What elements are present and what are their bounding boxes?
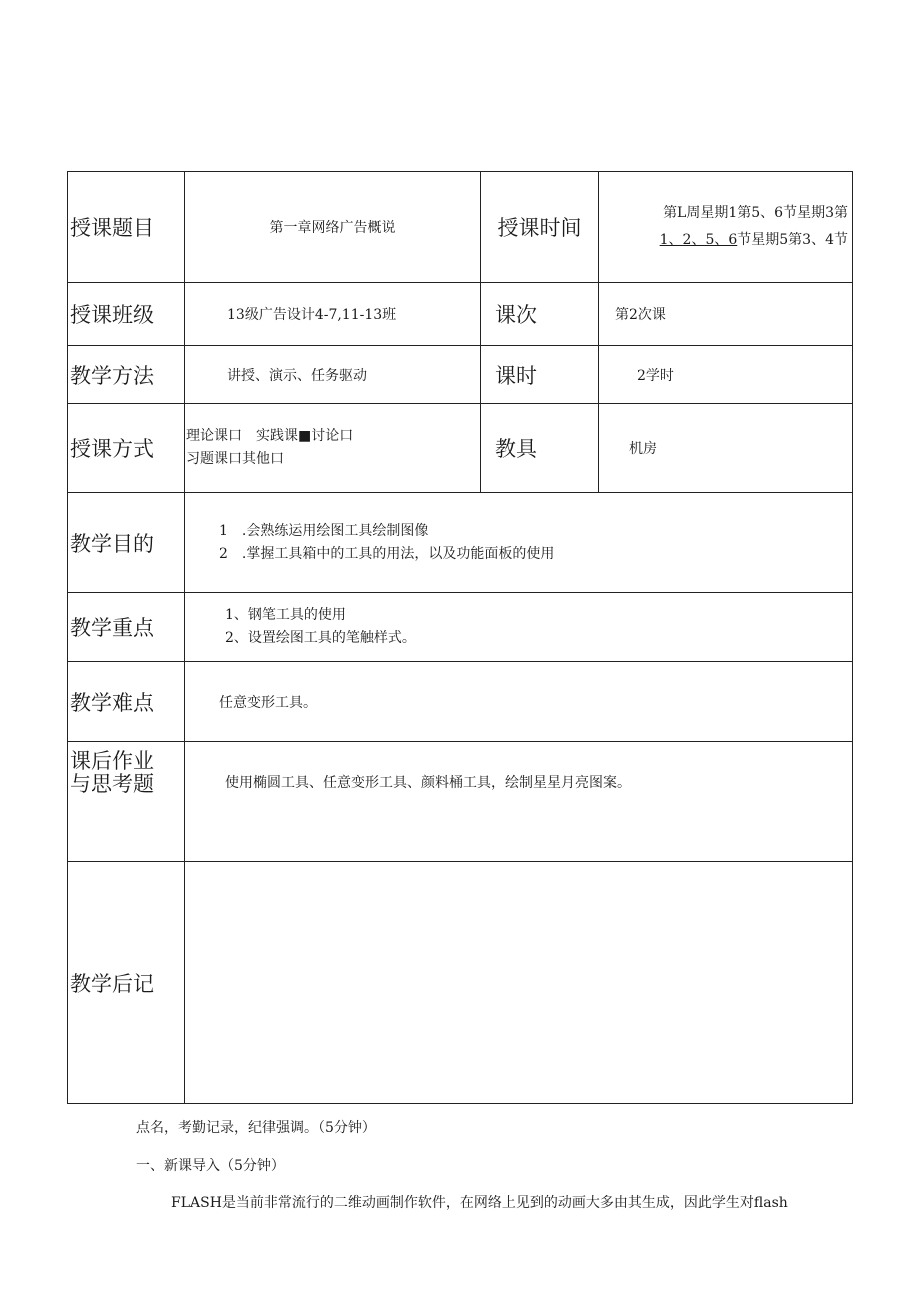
value-reflection (185, 862, 853, 1104)
label-keypoints: 教学重点 (68, 593, 185, 662)
label-session: 课次 (481, 283, 599, 346)
label-method: 教学方法 (68, 346, 185, 404)
label-class: 授课班级 (68, 283, 185, 346)
keypoint-item-2: 2、设置绘图工具的笔触样式。 (225, 630, 416, 646)
row-objective (68, 493, 853, 593)
value-mode (185, 404, 481, 493)
label-mode: 授课方式 (68, 404, 185, 493)
homework-label-line-2: 与思考题 (70, 772, 154, 796)
value-class: 13级广告设计4-7,11-13班 (185, 283, 481, 346)
value-time (599, 172, 853, 283)
paragraph-section-intro: 一、新课导入（5分钟） (136, 1158, 285, 1174)
paragraph-flash-intro: FLASH是当前非常流行的二维动画制作软件，在网络上见到的动画大多由其生成，因此学生对flash (171, 1195, 788, 1211)
row-mode (68, 404, 853, 493)
lesson-plan-table (67, 171, 853, 1104)
label-equipment: 教具 (481, 404, 599, 493)
row-class (68, 283, 853, 346)
label-objective: 教学目的 (68, 493, 185, 593)
value-hours: 2学时 (599, 346, 853, 404)
value-keypoints (185, 593, 853, 662)
objective-item-1: 1 .会熟练运用绘图工具绘制图像 (219, 522, 429, 539)
homework-label-line-1: 课后作业 (70, 749, 154, 773)
value-topic: 第一章网络广告概说 (185, 172, 481, 283)
mode-line-1: 理论课口 实践课■讨论口 (186, 428, 354, 444)
row-difficulty (68, 662, 853, 742)
value-difficulty: 任意变形工具。 (185, 662, 853, 742)
time-line-2 (599, 227, 848, 254)
label-difficulty: 教学难点 (68, 662, 185, 742)
row-topic (68, 172, 853, 283)
label-homework (68, 742, 185, 862)
label-time: 授课时间 (481, 172, 599, 283)
label-reflection: 教学后记 (68, 862, 185, 1104)
row-method (68, 346, 853, 404)
time-line-2-rest: 节星期5第3、4节 (737, 232, 848, 248)
paragraph-roll-call: 点名，考勤记录，纪律强调。（5分钟） (136, 1120, 376, 1136)
value-objective (185, 493, 853, 593)
time-line-1: 第L周星期1第5、6节星期3第 (663, 205, 848, 221)
objective-item-2: 2 .掌握工具箱中的工具的用法，以及功能面板的使用 (219, 545, 555, 562)
value-homework: 使用椭圆工具、任意变形工具、颜料桶工具，绘制星星月亮图案。 (185, 742, 853, 862)
label-hours: 课时 (481, 346, 599, 404)
value-equipment: 机房 (599, 404, 853, 493)
label-topic: 授课题目 (68, 172, 185, 283)
row-homework (68, 742, 853, 862)
time-line-2-underlined: 1、2、5、6 (659, 232, 738, 248)
mode-line-2: 习题课口其他口 (186, 451, 284, 467)
row-reflection (68, 862, 853, 1104)
value-method: 讲授、演示、任务驱动 (185, 346, 481, 404)
value-session: 第2次课 (599, 283, 853, 346)
row-keypoints (68, 593, 853, 662)
keypoint-item-1: 1、钢笔工具的使用 (225, 607, 346, 623)
